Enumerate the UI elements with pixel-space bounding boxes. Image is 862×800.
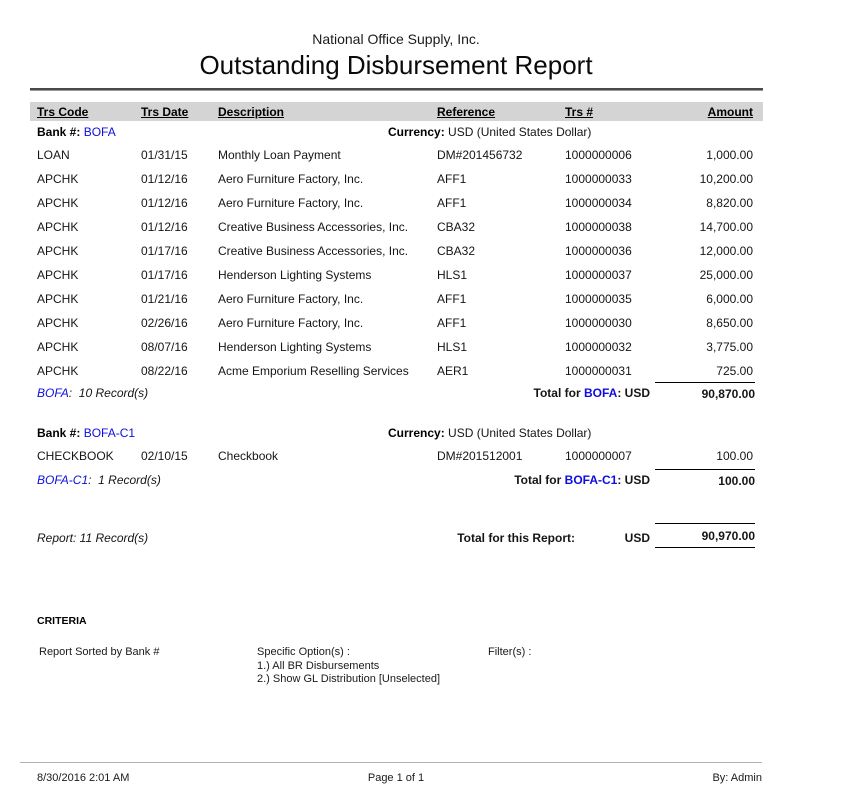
cell-description: Acme Emporium Reselling Services [218, 364, 409, 378]
cell-trs-number: 1000000030 [565, 316, 632, 330]
table-row [30, 444, 763, 468]
cell-reference: AFF1 [437, 196, 467, 210]
cell-reference: AFF1 [437, 292, 467, 306]
currency-value: USD (United States Dollar) [448, 125, 592, 139]
criteria-specific-options [257, 646, 440, 687]
cell-description: Creative Business Accessories, Inc. [218, 244, 409, 258]
cell-trs-date: 01/17/16 [141, 244, 188, 258]
total-prefix: Total for [514, 473, 562, 487]
report-total-currency: USD [624, 531, 650, 545]
cell-trs-code: LOAN [37, 148, 70, 162]
company-name: National Office Supply, Inc. [312, 31, 480, 47]
cell-trs-code: APCHK [37, 244, 79, 258]
bank-link-bofa-c1[interactable]: BOFA-C1 [37, 473, 89, 487]
cell-trs-number: 1000000034 [565, 196, 632, 210]
cell-amount: 6,000.00 [706, 292, 753, 306]
table-row [30, 167, 763, 191]
cell-reference: CBA32 [437, 244, 476, 258]
cell-trs-code: CHECKBOOK [37, 449, 114, 463]
criteria-sorted-by: Report Sorted by Bank # [39, 646, 160, 658]
bofa-c1-record-count: BOFA-C1: 1 Record(s) [37, 473, 161, 487]
record-count-text: 10 Record(s) [78, 386, 149, 400]
cell-trs-date: 08/22/16 [141, 364, 188, 378]
bofa-record-count: BOFA: 10 Record(s) [37, 386, 149, 400]
bofa-c1-total-row [30, 468, 763, 492]
table-row [30, 215, 763, 239]
bank-label: Bank #: [37, 426, 81, 440]
specific-option-1: 1.) All BR Disbursements [257, 659, 380, 672]
bofa-total-label [534, 381, 650, 405]
cell-trs-date: 01/12/16 [141, 220, 188, 234]
total-suffix: : USD [617, 386, 650, 400]
bank-link-bofa-c1[interactable]: BOFA-C1 [564, 473, 618, 487]
table-row [30, 143, 763, 167]
cell-amount: 10,200.00 [699, 172, 753, 186]
bofa-total-row [30, 381, 763, 405]
bank-header-bofa-c1 [30, 422, 763, 444]
column-header-amount: Amount [707, 104, 753, 119]
criteria-section [30, 615, 763, 691]
currency-line [388, 422, 591, 444]
cell-amount: 100.00 [716, 449, 753, 463]
column-header-description: Description [218, 104, 285, 119]
report-record-count: Report: 11 Record(s) [37, 531, 149, 545]
cell-trs-code: APCHK [37, 316, 79, 330]
report-total-row [30, 523, 763, 553]
cell-amount: 725.00 [716, 364, 753, 378]
bofa-c1-rows [30, 444, 763, 468]
column-header-trs-number: Trs # [565, 104, 594, 119]
footer-page-number: Page 1 of 1 [367, 772, 425, 784]
cell-description: Aero Furniture Factory, Inc. [218, 316, 364, 330]
criteria-heading: CRITERIA [37, 615, 87, 627]
currency-value: USD (United States Dollar) [448, 426, 592, 440]
cell-trs-date: 02/26/16 [141, 316, 188, 330]
cell-trs-number: 1000000033 [565, 172, 632, 186]
currency-label: Currency: [388, 426, 445, 440]
cell-reference: AER1 [437, 364, 469, 378]
cell-amount: 1,000.00 [706, 148, 753, 162]
column-header-trs-date: Trs Date [141, 104, 189, 119]
cell-description: Henderson Lighting Systems [218, 268, 372, 282]
cell-reference: AFF1 [437, 172, 467, 186]
cell-trs-code: APCHK [37, 340, 79, 354]
table-row [30, 191, 763, 215]
cell-amount: 14,700.00 [699, 220, 753, 234]
cell-trs-number: 1000000007 [565, 449, 632, 463]
cell-trs-date: 08/07/16 [141, 340, 188, 354]
bank-number-label [37, 422, 135, 444]
currency-label: Currency: [388, 125, 445, 139]
bank-link-bofa[interactable]: BOFA [83, 125, 116, 139]
column-header-trs-code: Trs Code [37, 104, 89, 119]
criteria-columns [30, 646, 763, 691]
bofa-total-amount: 90,870.00 [655, 382, 755, 401]
report-total-amount: 90,970.00 [655, 523, 755, 548]
cell-trs-code: APCHK [37, 364, 79, 378]
title-divider [30, 88, 763, 91]
cell-trs-date: 02/10/15 [141, 449, 188, 463]
cell-trs-code: APCHK [37, 196, 79, 210]
cell-description: Checkbook [218, 449, 279, 463]
cell-reference: DM#201456732 [437, 148, 523, 162]
bofa-c1-total-amount: 100.00 [655, 469, 755, 488]
specific-options-label: Specific Option(s) : [257, 646, 350, 658]
page-footer [0, 768, 862, 788]
total-prefix: Total for [533, 386, 581, 400]
cell-trs-number: 1000000037 [565, 268, 632, 282]
cell-trs-date: 01/31/15 [141, 148, 188, 162]
cell-description: Aero Furniture Factory, Inc. [218, 172, 364, 186]
report-total-label: Total for this Report: [457, 531, 575, 545]
cell-amount: 25,000.00 [699, 268, 753, 282]
table-row [30, 335, 763, 359]
bank-link-bofa[interactable]: BOFA [37, 386, 69, 400]
cell-trs-number: 1000000035 [565, 292, 632, 306]
column-header-reference: Reference [437, 104, 496, 119]
cell-reference: HLS1 [437, 340, 468, 354]
cell-trs-number: 1000000031 [565, 364, 632, 378]
cell-trs-code: APCHK [37, 172, 79, 186]
table-row [30, 359, 763, 383]
cell-trs-number: 1000000038 [565, 220, 632, 234]
cell-description: Creative Business Accessories, Inc. [218, 220, 409, 234]
cell-amount: 8,820.00 [706, 196, 753, 210]
bank-header-bofa [30, 121, 763, 143]
cell-trs-date: 01/12/16 [141, 172, 188, 186]
cell-reference: HLS1 [437, 268, 468, 282]
cell-trs-date: 01/17/16 [141, 268, 188, 282]
table-row [30, 263, 763, 287]
bank-number-label [37, 121, 116, 143]
cell-reference: CBA32 [437, 220, 476, 234]
bofa-rows [30, 143, 763, 383]
cell-trs-code: APCHK [37, 268, 79, 282]
cell-trs-number: 1000000006 [565, 148, 632, 162]
cell-description: Aero Furniture Factory, Inc. [218, 292, 364, 306]
cell-trs-number: 1000000036 [565, 244, 632, 258]
table-row [30, 287, 763, 311]
cell-trs-date: 01/12/16 [141, 196, 188, 210]
table-row [30, 311, 763, 335]
cell-description: Aero Furniture Factory, Inc. [218, 196, 364, 210]
bank-link-bofa-c1[interactable]: BOFA-C1 [83, 426, 136, 440]
cell-trs-date: 01/21/16 [141, 292, 188, 306]
bank-label: Bank #: [37, 125, 81, 139]
cell-reference: AFF1 [437, 316, 467, 330]
bank-link-bofa[interactable]: BOFA [583, 386, 618, 400]
cell-amount: 3,775.00 [706, 340, 753, 354]
currency-line [388, 121, 591, 143]
cell-trs-code: APCHK [37, 220, 79, 234]
criteria-filters-label: Filter(s) : [488, 646, 532, 658]
cell-description: Monthly Loan Payment [218, 148, 341, 162]
cell-reference: DM#201512001 [437, 449, 523, 463]
record-count-text: 1 Record(s) [98, 473, 161, 487]
bofa-c1-total-label [514, 468, 650, 492]
footer-divider [20, 762, 762, 763]
table-row [30, 239, 763, 263]
page-title: Outstanding Disbursement Report [199, 50, 593, 80]
footer-generated-by: By: Admin [712, 772, 762, 784]
specific-option-2: 2.) Show GL Distribution [Unselected] [257, 673, 441, 685]
footer-datetime: 8/30/2016 2:01 AM [37, 772, 130, 784]
column-header-row [30, 102, 763, 121]
cell-trs-number: 1000000032 [565, 340, 632, 354]
cell-amount: 12,000.00 [699, 244, 753, 258]
cell-trs-code: APCHK [37, 292, 79, 306]
cell-description: Henderson Lighting Systems [218, 340, 372, 354]
cell-amount: 8,650.00 [706, 316, 753, 330]
total-suffix: : USD [617, 473, 650, 487]
